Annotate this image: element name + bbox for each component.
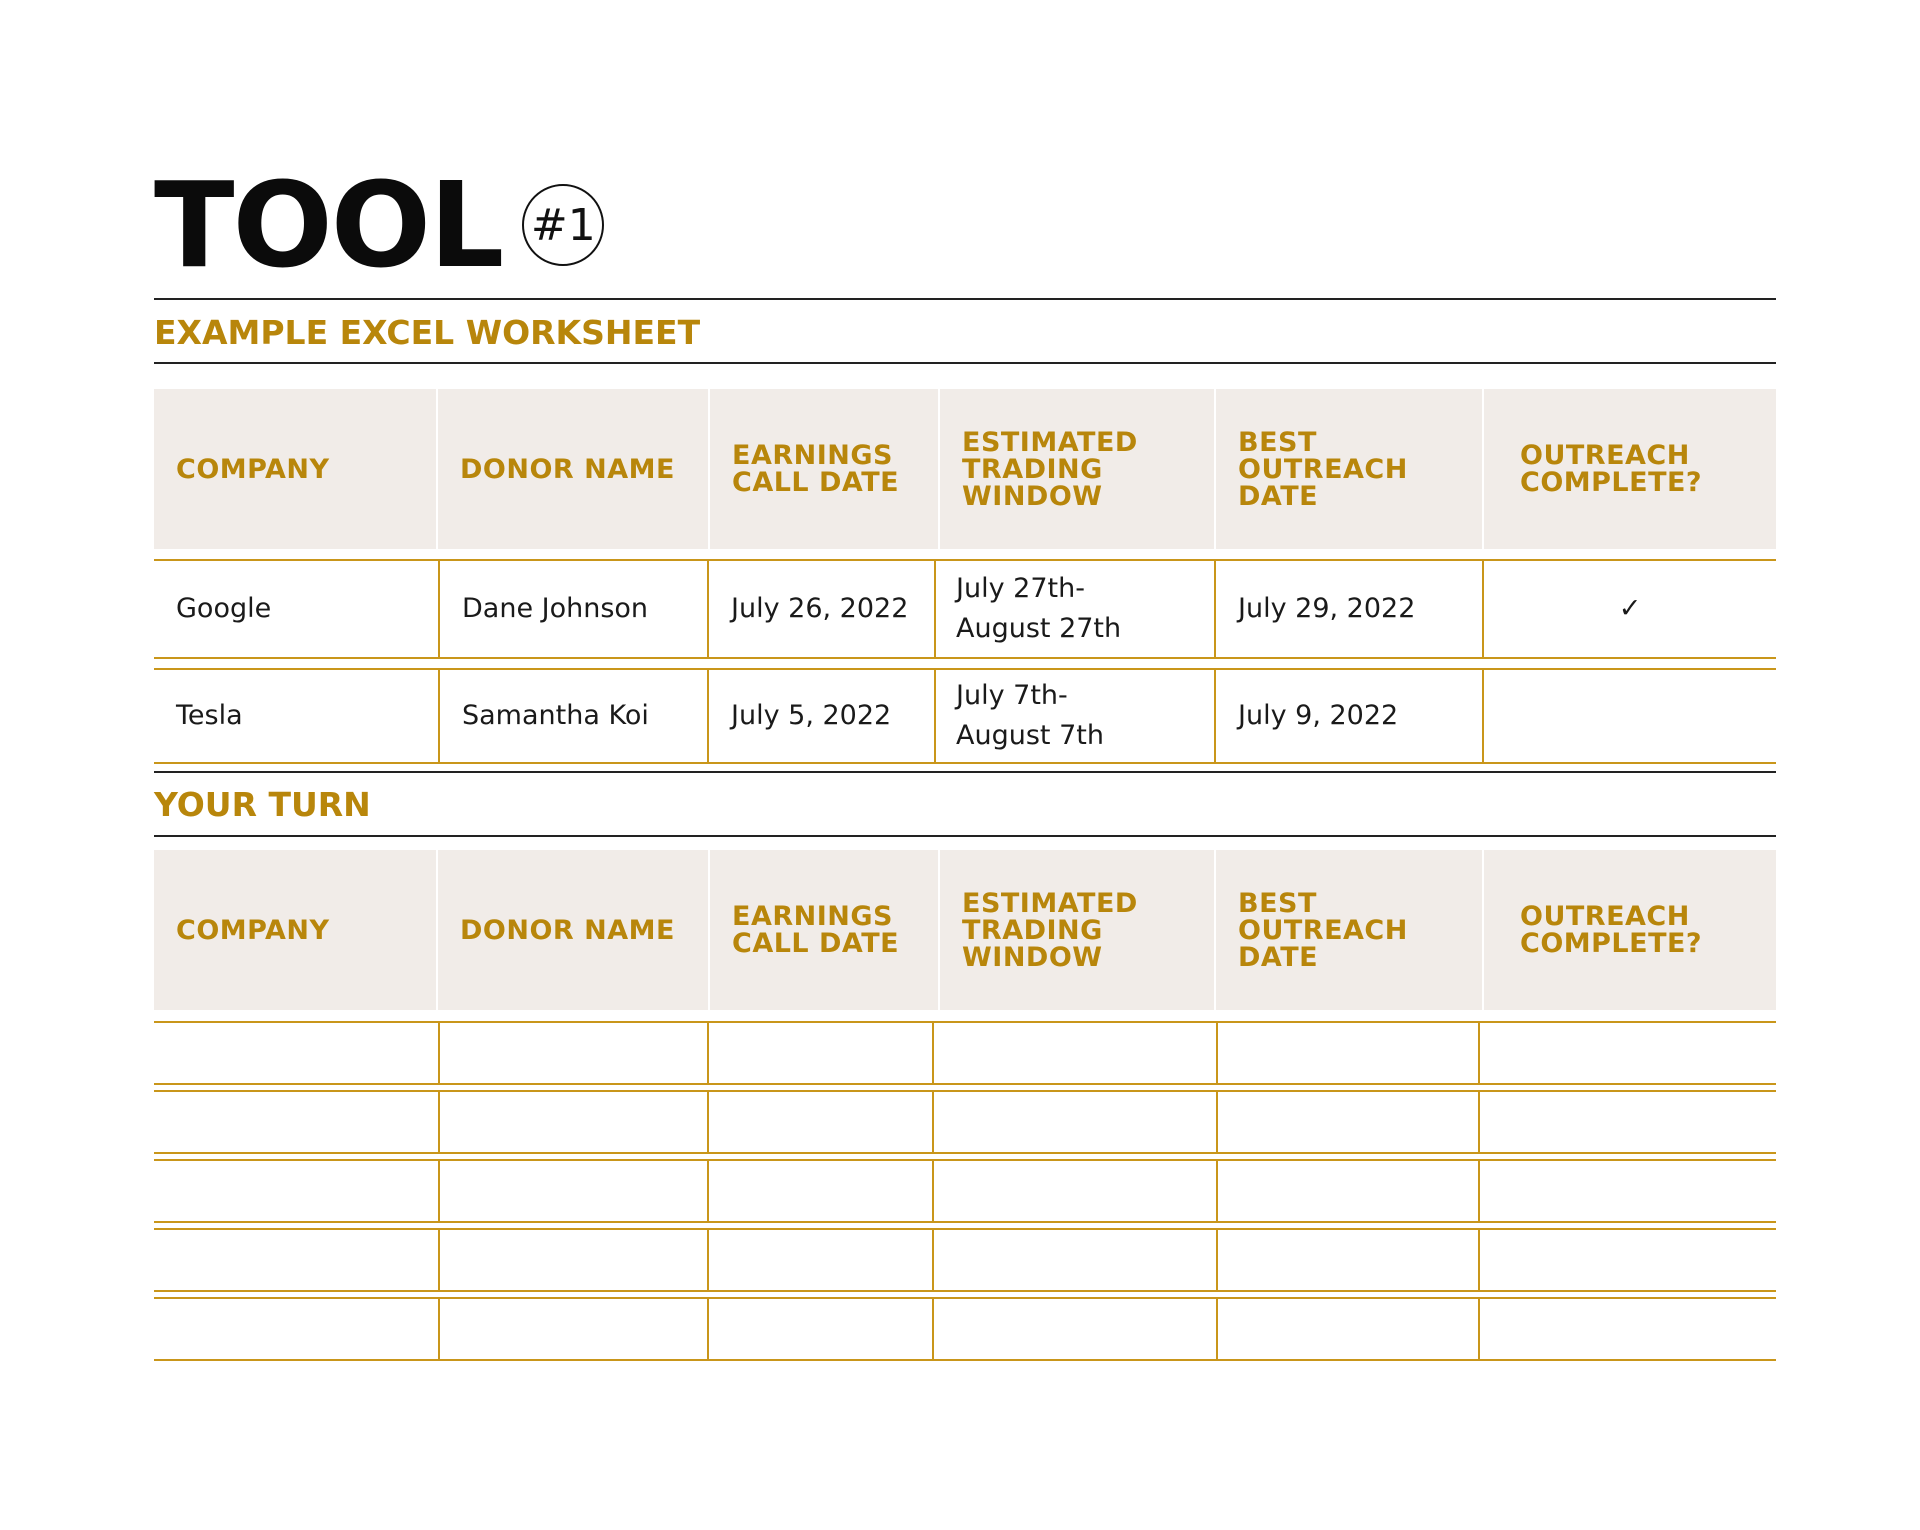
cell-best-outreach-date[interactable]: [1216, 1092, 1480, 1152]
cell-best-outreach-date[interactable]: July 29, 2022: [1214, 561, 1484, 657]
cell-trading-window[interactable]: [932, 1023, 1218, 1083]
your-turn-section-heading: [154, 771, 1776, 837]
cell-trading-window[interactable]: [932, 1299, 1218, 1359]
cell-donor-name[interactable]: [438, 1092, 710, 1152]
cell-donor-name[interactable]: [438, 1161, 710, 1221]
cell-outreach-complete[interactable]: [1478, 1299, 1776, 1359]
cell-best-outreach-date[interactable]: [1216, 1230, 1480, 1290]
cell-best-outreach-date[interactable]: [1216, 1161, 1480, 1221]
col-header-outreach-complete: OUTREACH COMPLETE?: [1520, 901, 1703, 959]
col-header-outreach-complete: OUTREACH COMPLETE?: [1520, 440, 1703, 498]
cell-company[interactable]: Google: [176, 593, 272, 624]
cell-company[interactable]: [154, 1023, 440, 1083]
cell-company[interactable]: [154, 1230, 440, 1290]
cell-donor-name[interactable]: [438, 1023, 710, 1083]
col-header-estimated-trading-window: ESTIMATED TRADING WINDOW: [940, 389, 1216, 549]
col-header-earnings-call-date: EARNINGS CALL DATE: [710, 389, 940, 549]
cell-company[interactable]: [154, 1299, 440, 1359]
col-header-company: COMPANY: [154, 850, 438, 1010]
example-section-title: EXAMPLE EXCEL WORKSHEET: [154, 313, 701, 352]
cell-outreach-complete[interactable]: [1482, 670, 1776, 762]
page-title: [154, 156, 604, 294]
table-row: [154, 1021, 1776, 1085]
col-header-estimated-trading-window: ESTIMATED TRADING WINDOW: [940, 850, 1216, 1010]
cell-company[interactable]: Tesla: [176, 700, 243, 731]
col-header-donor-name: DONOR NAME: [438, 389, 710, 549]
cell-donor-name[interactable]: Samantha Koi: [438, 670, 710, 762]
col-header-best-outreach-date: BEST OUTREACH DATE: [1216, 389, 1484, 549]
col-header-best-outreach-date: BEST OUTREACH DATE: [1216, 850, 1484, 1010]
col-header-company: COMPANY: [154, 389, 438, 549]
checkmark-icon: ✓: [1618, 593, 1642, 624]
your-turn-table-header: [154, 850, 1776, 1010]
cell-earnings-call-date[interactable]: July 26, 2022: [707, 561, 940, 657]
example-section-heading: [154, 298, 1776, 364]
col-header-donor-name: DONOR NAME: [438, 850, 710, 1010]
cell-best-outreach-date[interactable]: [1216, 1299, 1480, 1359]
cell-trading-window[interactable]: [932, 1161, 1218, 1221]
cell-trading-window[interactable]: July 7th- August 7th: [934, 670, 1216, 762]
table-row: [154, 1090, 1776, 1154]
title-badge: #1: [522, 184, 604, 266]
cell-company[interactable]: [154, 1092, 440, 1152]
example-table-header: [154, 389, 1776, 549]
cell-best-outreach-date[interactable]: July 9, 2022: [1214, 670, 1484, 762]
table-row: [154, 1297, 1776, 1361]
cell-earnings-call-date[interactable]: [707, 1230, 932, 1290]
cell-company[interactable]: [154, 1161, 440, 1221]
cell-earnings-call-date[interactable]: [707, 1023, 932, 1083]
cell-earnings-call-date[interactable]: [707, 1299, 932, 1359]
cell-outreach-complete[interactable]: [1478, 1230, 1776, 1290]
cell-outreach-complete[interactable]: [1478, 1161, 1776, 1221]
cell-donor-name[interactable]: [438, 1230, 710, 1290]
table-row: [154, 559, 1776, 659]
cell-outreach-complete[interactable]: [1482, 561, 1776, 657]
cell-trading-window[interactable]: [932, 1230, 1218, 1290]
cell-donor-name[interactable]: [438, 1299, 710, 1359]
cell-donor-name[interactable]: Dane Johnson: [438, 561, 710, 657]
col-header-earnings-call-date: EARNINGS CALL DATE: [710, 850, 940, 1010]
cell-trading-window[interactable]: July 27th- August 27th: [934, 561, 1216, 657]
cell-earnings-call-date[interactable]: [707, 1161, 932, 1221]
cell-best-outreach-date[interactable]: [1216, 1023, 1480, 1083]
cell-outreach-complete[interactable]: [1478, 1092, 1776, 1152]
cell-earnings-call-date[interactable]: July 5, 2022: [707, 670, 940, 762]
title-text: TOOL: [154, 156, 503, 294]
cell-outreach-complete[interactable]: [1478, 1023, 1776, 1083]
table-row: [154, 668, 1776, 764]
table-row: [154, 1159, 1776, 1223]
cell-trading-window[interactable]: [932, 1092, 1218, 1152]
table-row: [154, 1228, 1776, 1292]
your-turn-section-title: YOUR TURN: [154, 785, 371, 824]
cell-earnings-call-date[interactable]: [707, 1092, 932, 1152]
